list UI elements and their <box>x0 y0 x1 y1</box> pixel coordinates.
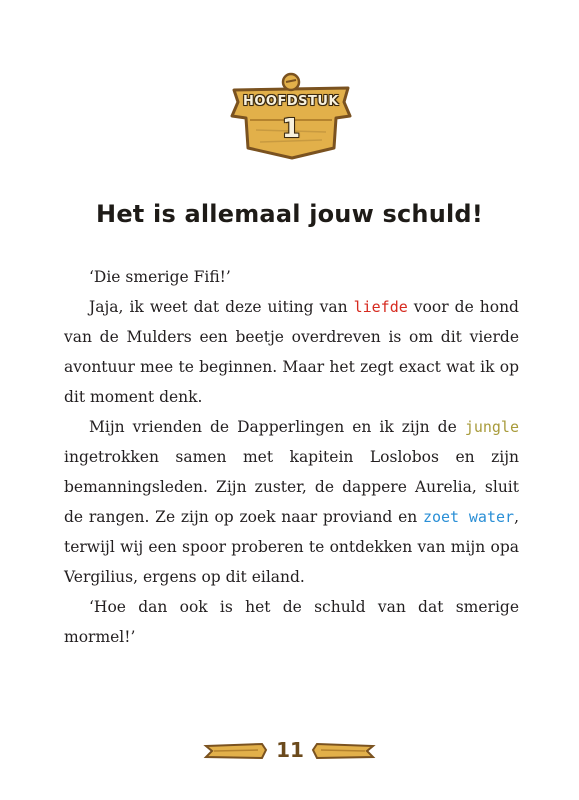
chapter-title: Het is allemaal jouw schuld! <box>96 200 483 228</box>
chapter-number: 1 <box>281 114 301 144</box>
paragraph-text: ‘Die smerige Fifi!’ <box>89 268 231 286</box>
paragraph-text: , terwijl wij een spoor proberen te ontdekken van mijn opa Vergilius, ergens op dit eiland. <box>64 508 519 586</box>
highlight-word-liefde: liefde <box>353 298 408 316</box>
paragraph <box>64 292 519 412</box>
paragraph <box>64 262 519 292</box>
highlight-word-jungle: jungle <box>464 418 519 436</box>
paragraph-text: Mijn vrienden de Dapperlingen en ik zijn de <box>89 418 465 436</box>
page-number: 11 <box>276 738 304 762</box>
paragraph-text: Jaja, ik weet dat deze uiting van <box>89 298 354 316</box>
paragraph-text: voor de hond van de Mulders een beetje overdreven is om dit vierde avontuur mee te beginnen. Maar het zegt exact wat ik op dit moment denk. <box>64 298 519 406</box>
paragraph <box>64 412 519 592</box>
chapter-badge <box>226 72 356 162</box>
body-text <box>64 262 519 652</box>
paragraph-text: ingetrokken samen met kapitein Loslobos en zijn bemanningsleden. Zijn zuster, de dappere Aurelia, sluit de rangen. Ze zijn op zoek naar proviand en <box>64 448 519 526</box>
paragraph-text: ‘Hoe dan ook is het de schuld van dat smerige mormel!’ <box>64 598 519 646</box>
chapter-label: HOOFDSTUK <box>242 94 339 109</box>
paragraph <box>64 592 519 652</box>
highlight-word-zoet-water: zoet water <box>422 508 515 526</box>
